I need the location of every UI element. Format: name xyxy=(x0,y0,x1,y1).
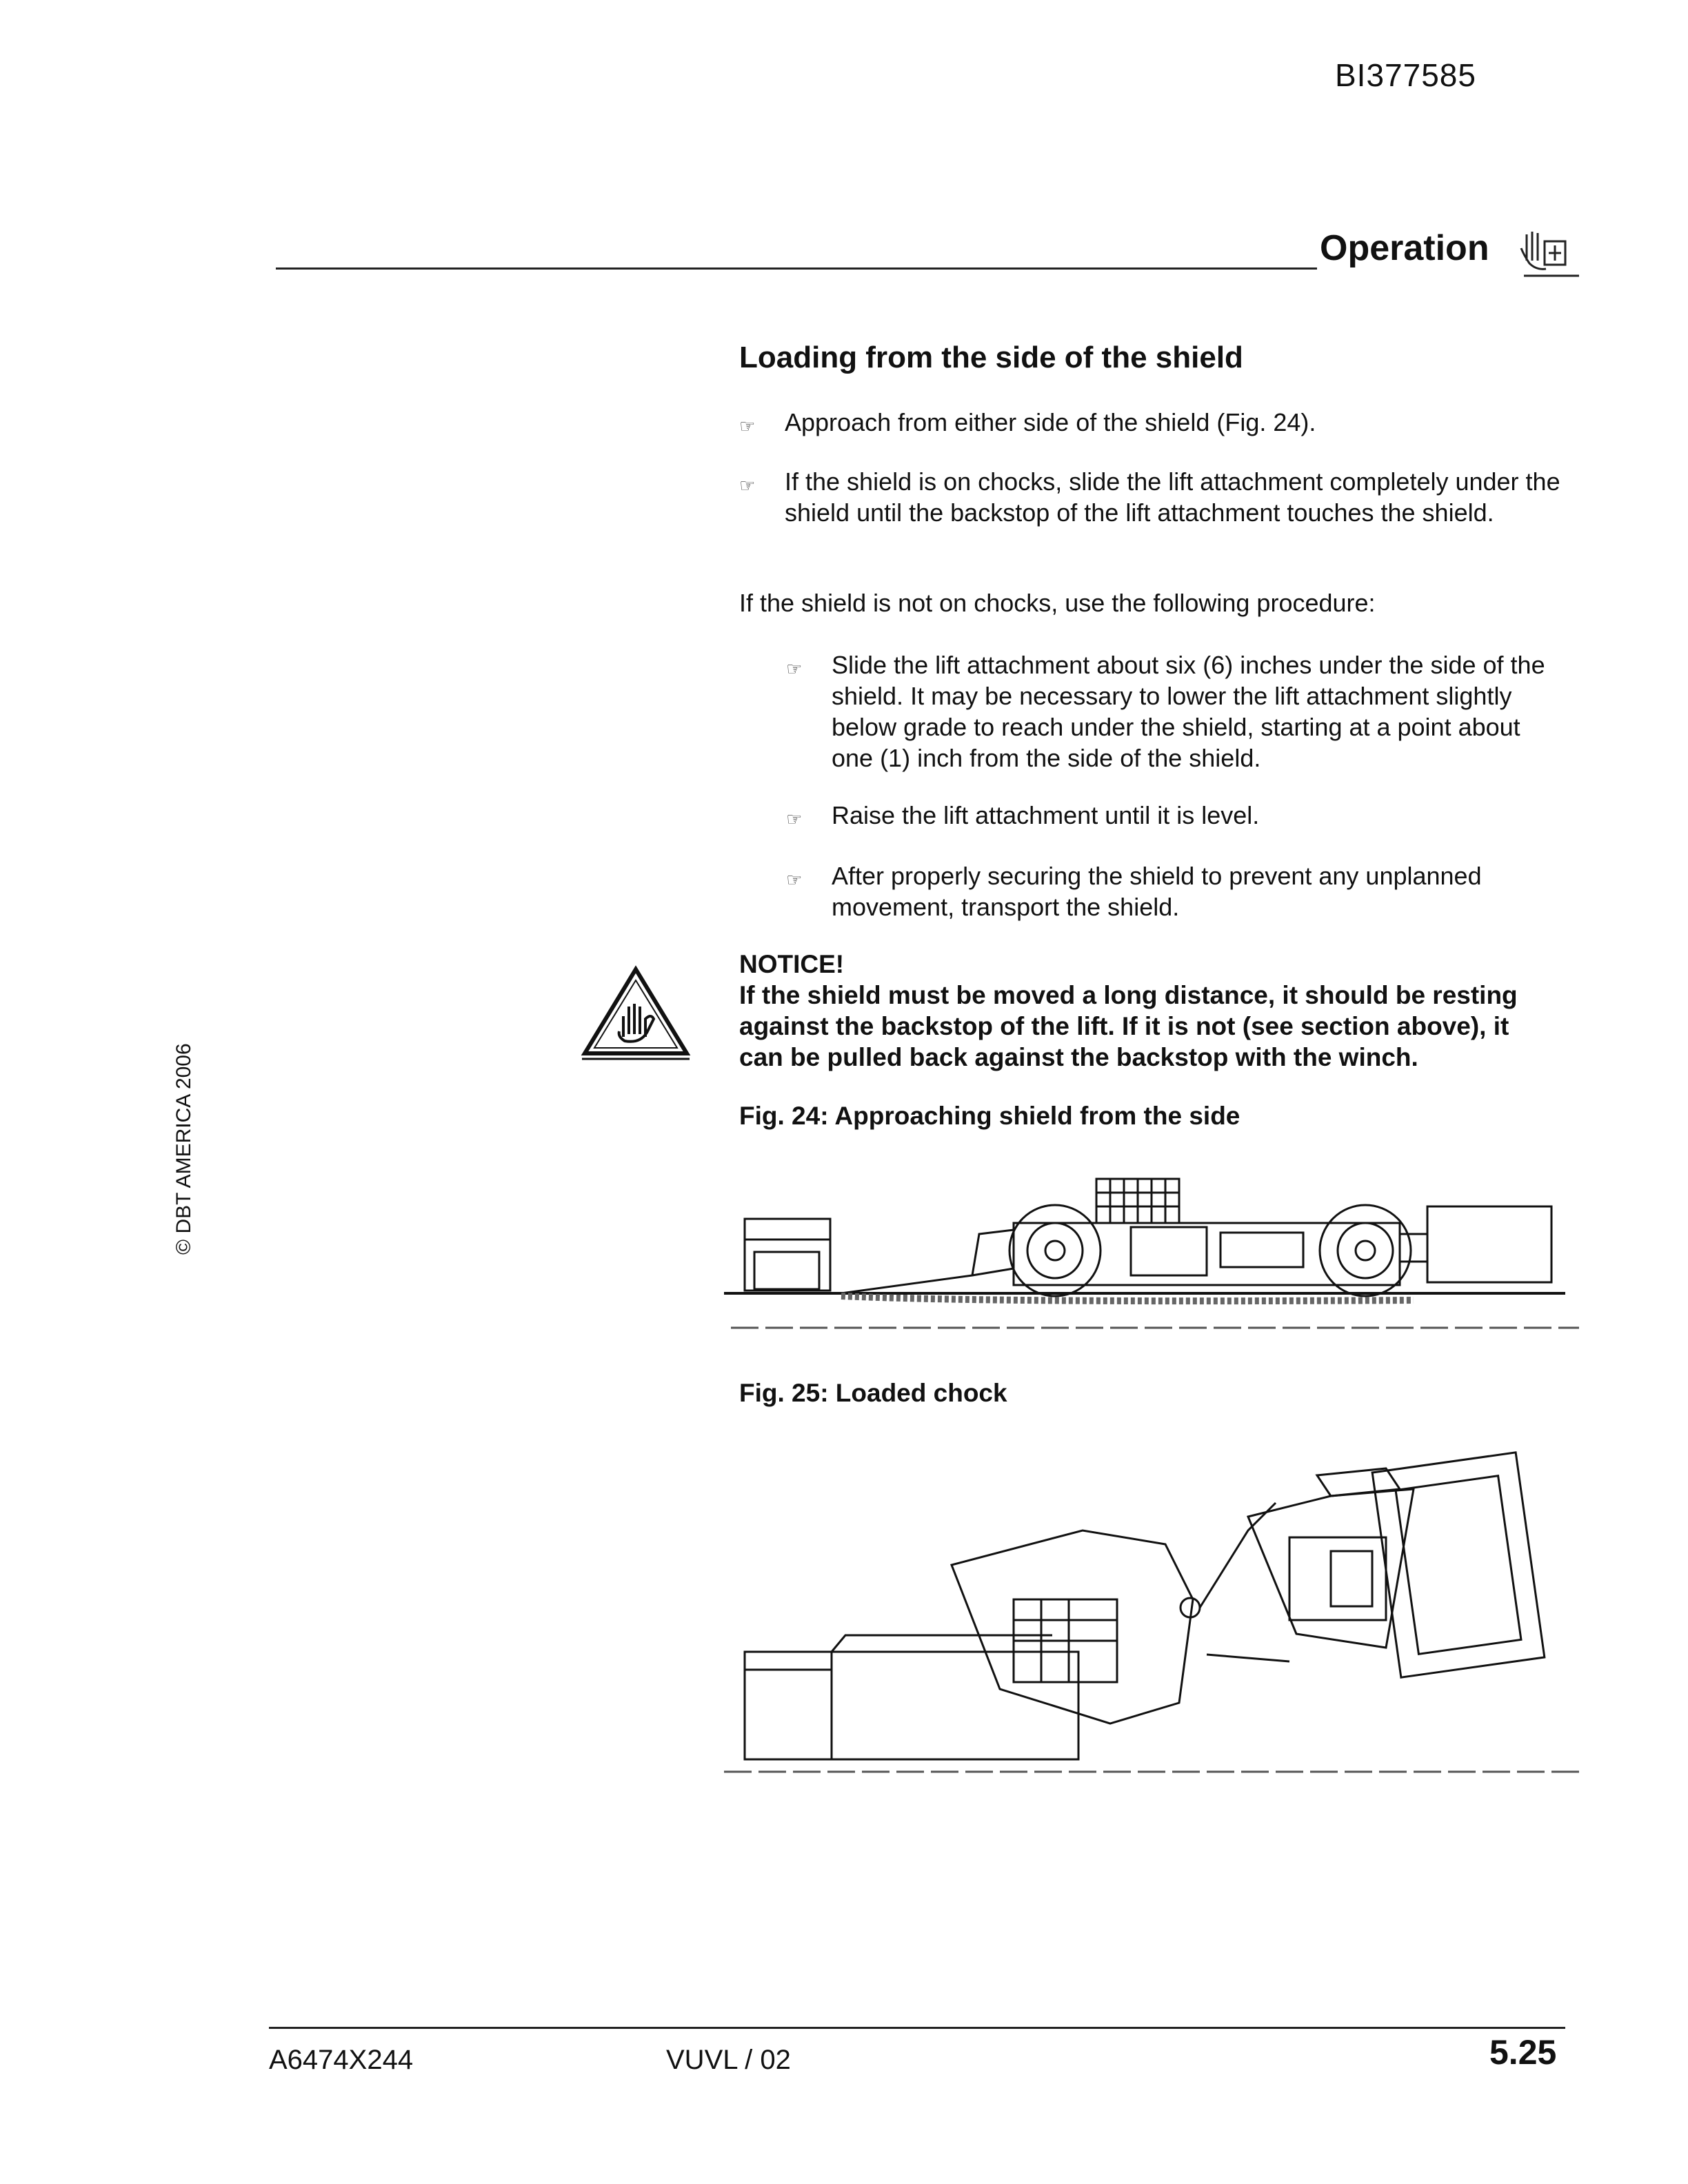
notice-text: If the shield must be moved a long distance, it should be resting against the backstop of the lift. If it is not (see section above), it can be pulled back against the backstop with the winch. xyxy=(739,981,1518,1071)
procedure-intro: If the shield is not on chocks, use the following procedure: xyxy=(739,589,1376,617)
operation-hand-icon xyxy=(1517,228,1580,283)
figure-24-drawing xyxy=(724,1165,1579,1337)
bullet-text: Approach from either side of the shield (Fig. 24). xyxy=(785,408,1316,436)
section-title: Operation xyxy=(1320,228,1489,268)
pointing-hand-icon: ☞ xyxy=(739,475,756,496)
warning-hand-icon xyxy=(581,965,691,1062)
figure-caption: Fig. 25: Loaded chock xyxy=(739,1379,1007,1407)
section-header-rule xyxy=(276,267,1317,270)
footer-version: VUVL / 02 xyxy=(666,2045,791,2075)
pointing-hand-icon: ☞ xyxy=(786,809,803,829)
pointing-hand-icon: ☞ xyxy=(786,658,803,679)
notice-title: NOTICE! xyxy=(739,950,845,978)
document-id: BI377585 xyxy=(1335,57,1476,93)
list-item xyxy=(786,800,1565,835)
page-number: 5.25 xyxy=(1489,2033,1557,2072)
list-item xyxy=(786,649,1565,774)
list-item xyxy=(739,407,1567,442)
list-item xyxy=(739,466,1567,528)
copyright-notice: © DBT AMERICA 2006 xyxy=(172,1043,195,1255)
step-text: Raise the lift attachment until it is level. xyxy=(832,801,1260,829)
footer-doc-number: A6474X244 xyxy=(269,2045,414,2075)
section-heading: Loading from the side of the shield xyxy=(739,341,1243,374)
bullet-text: If the shield is on chocks, slide the lift attachment completely under the shield until the backstop of the lift attachment touches the shield. xyxy=(785,467,1560,527)
step-text: After properly securing the shield to prevent any unplanned movement, transport the shield. xyxy=(832,862,1482,921)
list-item xyxy=(786,860,1565,922)
pointing-hand-icon: ☞ xyxy=(786,869,803,890)
notice-block xyxy=(739,949,1553,1073)
step-text: Slide the lift attachment about six (6) inches under the side of the shield. It may be necessary to lower the lift attachment slightly below grade to reach under the shield, starting at a point about one (1) inch from the side of the shield. xyxy=(832,651,1545,772)
figure-25-drawing xyxy=(724,1427,1579,1786)
figure-caption: Fig. 24: Approaching shield from the side xyxy=(739,1102,1240,1130)
pointing-hand-icon: ☞ xyxy=(739,416,756,436)
footer-rule xyxy=(269,2027,1565,2029)
